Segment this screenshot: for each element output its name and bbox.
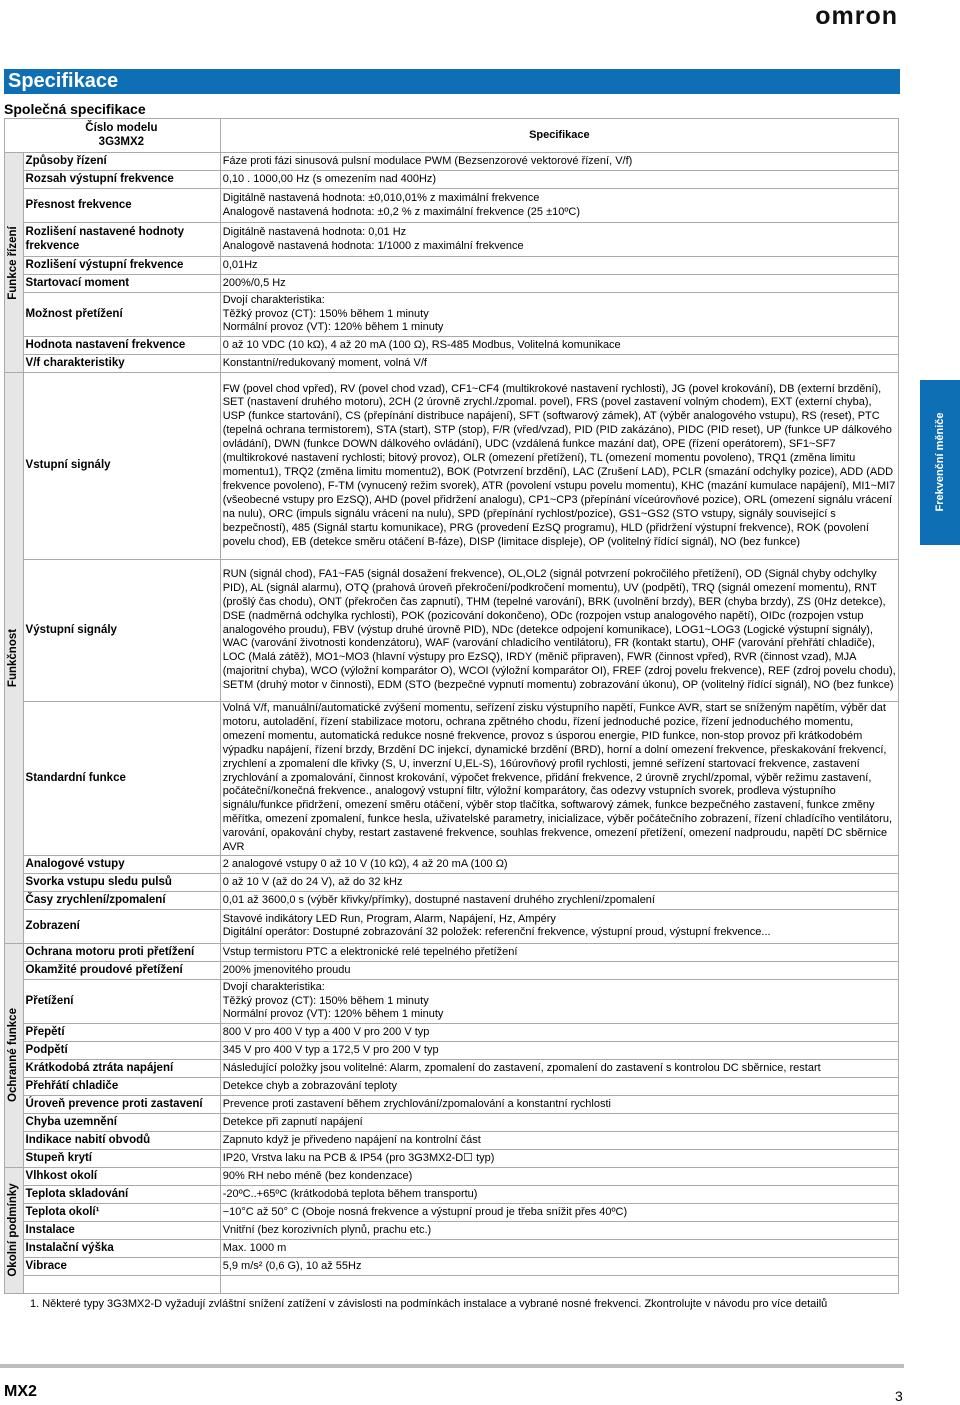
table-row [5, 873, 899, 891]
param-value: 0,01 až 3600,0 s (výběr křivky/přímky), dostupné nastavení druhého zrychlení/zpomalení [220, 891, 898, 909]
param-value: Digitálně nastavená hodnota: 0,01 Hz Analogově nastavená hodnota: 1/1000 z maximální frekvence [220, 223, 898, 257]
param-label: Způsoby řízení [23, 153, 220, 171]
param-label: Chyba uzemnění [23, 1113, 220, 1131]
page-number: 3 [895, 1388, 903, 1404]
table-row [5, 891, 899, 909]
model-number: 3G3MX2 [98, 135, 145, 148]
table-row [5, 1023, 899, 1041]
param-value: Max. 1000 m [220, 1239, 898, 1257]
param-value: 200%/0,5 Hz [220, 275, 898, 293]
param-label: Krátkodobá ztráta napájení [23, 1059, 220, 1077]
param-label: Úroveň prevence proti zastavení [23, 1095, 220, 1113]
table-row [5, 1041, 899, 1059]
param-label: Svorka vstupu sledu pulsů [23, 873, 220, 891]
param-label: Přepětí [23, 1023, 220, 1041]
param-label: Časy zrychlení/zpomalení [23, 891, 220, 909]
table-row [5, 153, 899, 171]
section-subtitle: Společná specifikace [4, 101, 146, 117]
table-row [5, 1077, 899, 1095]
side-tab-label: Frekvenční měniče [934, 412, 946, 512]
param-label: Možnost přetížení [23, 293, 220, 337]
footnote: 1. Některé typy 3G3MX2-D vyžadují zvláštní snížení zatížení v závislosti na podmínkách instalace a vybrané nosné frekvenci. Zkontrolujte v návodu pro více detailů [30, 1298, 828, 1310]
table-row [5, 171, 899, 189]
model-header [23, 119, 220, 153]
param-value: Zapnuto když je přivedeno napájení na kontrolní část [220, 1131, 898, 1149]
group-ochrana: Ochranné funkce [5, 943, 24, 1167]
param-label: Startovací moment [23, 275, 220, 293]
table-row [5, 1185, 899, 1203]
param-value: Digitálně nastavená hodnota: ±0,010,01% z maximální frekvence Analogově nastavená hodnota: ±0,2 % z maximální frekvence (25 ±10ºC) [220, 189, 898, 223]
param-label: Stupeň krytí [23, 1149, 220, 1167]
group-rizeni: Funkce řízení [5, 153, 24, 373]
table-row [5, 943, 899, 961]
table-row [5, 1167, 899, 1185]
param-value: Fáze proti fázi sinusová pulsní modulace PWM (Bezsenzorové vektorové řízení, V/f) [220, 153, 898, 171]
param-value: Prevence proti zastavení během zrychlování/zpomalování a konstantní rychlosti [220, 1095, 898, 1113]
side-tab[interactable] [920, 380, 960, 545]
table-row [5, 961, 899, 979]
table-row [5, 1059, 899, 1077]
param-label: Rozlišení výstupní frekvence [23, 257, 220, 275]
table-header-row [5, 119, 899, 153]
param-value: Dvojí charakteristika: Těžký provoz (CT): 150% během 1 minuty Normální provoz (VT): 120% během 1 minuty [220, 293, 898, 337]
param-value: 200% jmenovitého proudu [220, 961, 898, 979]
param-value: RUN (signál chod), FA1~FA5 (signál dosažení frekvence), OL,OL2 (signál potvrzení pokročilého přetížení), OD (Signál chyby odchylky PID), AL (signál alarmu), OTQ (prahová úroveň překročení/podkročení momentu), UV (podpětí), TRQ (signál omezení momentu), RNT (prošlý čas chodu), ONT (překročen čas zapnutí), THM (tepelné varování), BRK (uvolnění brzdy), BER (chyba brzdy), ZS (0Hz detekce), DSE (nadměrná odchylka rychlosti), POK (pozicování dokončeno), ODc (rozpojen vstup analogového napětí), OIDc (rozpojen vstup analogového proudu), FBV (výstup druhé úrovně PID), NDc (detekce odpojení komunikace), LOG1~LOG3 (Logické výstupní signály), WAC (varování životnosti kondenzátoru), WAF (varování chladicího ventilátoru), FR (kontakt startu), OHF (varování přehřátí chladiče), LOC (Malá zátěž), MO1~MO3 (hlavní výstupy pro EzSQ), IRDY (měnič připraven), FWR (činnost vpřed), RVR (činnost vzad), MJA (majoritní chyba), WCO (výložní komparátor O), WCOI (výložní komparátor OI), FREF (zdroj povelu frekvence), REF (zdroj povelu chodu), SETM (druhý motor v činnosti), EDM (STO (bezpečné vypnutí momentu) zobrazování úkonu), OP (volitelný řídící signál), NO (bez funkce) [220, 560, 898, 702]
param-value: 0 až 10 V (až do 24 V), až do 32 kHz [220, 873, 898, 891]
param-label: V/f charakteristiky [23, 355, 220, 373]
footer-divider [0, 1364, 904, 1368]
table-row [5, 293, 899, 337]
table-row [5, 1203, 899, 1221]
param-value: -20ºC..+65ºC (krátkodobá teplota během transportu) [220, 1185, 898, 1203]
param-label: Ochrana motoru proti přetížení [23, 943, 220, 961]
group-okoli: Okolní podmínky [5, 1167, 24, 1293]
table-row [5, 1275, 899, 1293]
param-label: Rozsah výstupní frekvence [23, 171, 220, 189]
param-label [23, 1275, 220, 1293]
param-label: Přesnost frekvence [23, 189, 220, 223]
param-value: 90% RH nebo méně (bez kondenzace) [220, 1167, 898, 1185]
param-value: −10°C až 50° C (Oboje nosná frekvence a výstupní proud je třeba snížit přes 40ºC) [220, 1203, 898, 1221]
param-value: Vstup termistoru PTC a elektronické relé tepelného přetížení [220, 943, 898, 961]
table-row [5, 855, 899, 873]
param-value: Volná V/f, manuální/automatické zvýšení momentu, seřízení zisku výstupního napětí, Funkce AVR, start se sníženým napětím, výběr dat motoru, autoladění, řízení stabilizace motoru, ochrana zpětného chodu, řízení jednoduché pozice, řízení jednoduchého momentu, omezení momentu, automatická redukce nosné frekvence, provoz s úsporou energie, PID funkce, non-stop provoz při krátkodobém výpadku napájení, řízení brzdy, Brzdění DC injekcí, dynamické brzdění (BRD), horní a dolní omezení frekvence, přeskakování frekvencí, zrychlení a zpomalení dle křivky (S, U, inverzní U,EL-S), 16úrovňový profil rychlosti, jemné seřízení startovací frekvence, zastavení zrychlování a zpomalování, činnost krokování, výpočet frekvence, přidání frekvence, 2 úrovně zrychl/zpomal, výběr režimu zastavení, počáteční/konečná frekvence., analogový vstupní filtr, výložní komparátory, čas odezvy vstupních svorek, prodleva výstupního signálu/funkce přidržení, omezení směru otáčení, výběr stop tlačítka, softwarový zámek, funkce bezpečného zastavení, funkce změny měřítka, omezení zpomalení, funkce hesla, uživatelské parametry, inicializace, výběr počátečního zobrazení, řízení chladícího ventilátoru, varování, opakování chyby, restart zastavené frekvence, souhlas frekvence, omezení přetížení, omezení nadproudu, napětí DC sběrnice AVR [220, 702, 898, 856]
param-value: 2 analogové vstupy 0 až 10 V (10 kΩ), 4 až 20 mA (100 Ω) [220, 855, 898, 873]
param-label: Výstupní signály [23, 560, 220, 702]
param-value: Detekce při zapnutí napájení [220, 1113, 898, 1131]
table-row [5, 337, 899, 355]
param-value: Stavové indikátory LED Run, Program, Alarm, Napájení, Hz, Ampéry Digitální operátor: Dostupné zobrazování 32 položek: referenční frekvence, výstupní proud, výstupní frekvence... [220, 909, 898, 943]
table-row [5, 275, 899, 293]
table-row [5, 909, 899, 943]
param-value: 0,10 . 1000,00 Hz (s omezením nad 400Hz) [220, 171, 898, 189]
table-row [5, 1221, 899, 1239]
spec-table [4, 118, 899, 1294]
group-funkcnost: Funkčnost [5, 373, 24, 944]
table-row [5, 373, 899, 560]
title-bar [4, 69, 900, 94]
param-label: Rozlišení nastavené hodnoty frekvence [23, 223, 220, 257]
spec-header: Specifikace [220, 119, 898, 153]
param-label: Analogové vstupy [23, 855, 220, 873]
param-value: Konstantní/redukovaný moment, volná V/f [220, 355, 898, 373]
param-value: 5,9 m/s² (0,6 G), 10 až 55Hz [220, 1257, 898, 1275]
omron-logo: omron [815, 2, 898, 30]
param-label: Přehřátí chladiče [23, 1077, 220, 1095]
table-row [5, 1257, 899, 1275]
param-label: Podpětí [23, 1041, 220, 1059]
table-row [5, 702, 899, 856]
param-label: Teplota okolí¹ [23, 1203, 220, 1221]
param-label: Standardní funkce [23, 702, 220, 856]
table-row [5, 1095, 899, 1113]
table-row [5, 979, 899, 1023]
param-label: Vlhkost okolí [23, 1167, 220, 1185]
table-row [5, 189, 899, 223]
param-label: Vibrace [23, 1257, 220, 1275]
param-label: Indikace nabití obvodů [23, 1131, 220, 1149]
param-value [220, 1275, 898, 1293]
table-row [5, 1113, 899, 1131]
param-value: FW (povel chod vpřed), RV (povel chod vzad), CF1~CF4 (multikrokové nastavení rychlosti), JG (povel krokování), DB (externí brzdění), SET (nastavení druhého motoru), 2CH (2 úrovně zrychl./zpomal. povel), FRS (povel zastavení volným chodem), EXT (externí chyba), USP (funkce startování), CS (přepínání distribuce napájení), SFT (softwarový zámek), AT (výběr analogového vstupu), RS (reset), PTC (tepelná ochrana termistorem), STA (start), STP (stop), F/R (vřed/vzad), PID (PID zakázáno), PIDC (PID reset), UP (funkce UP dálkového ovládání), DWN (funkce DOWN dálkového ovládání), UDC (vzdálená funkce mazání dat), OPE (řízení operátorem), SF1~SF7 (multikrokové nastavení rychlosti; bitový provoz), OLR (omezení přetížení), TL (omezení momentu povoleno), TRQ1 (změna limitu momentu1), TRQ2 (změna limitu momentu2), BOK (Potvrzení brzdění), LAC (Zrušení LAD), PCLR (smazání odchylky pozice), ADD (ADD frekvence povoleno), F-TM (vynucený režim svorek), ATR (povolení vstupu povelu momentu), KHC (mazání kumulace napájení), MI1~MI7 (všeobecné vstupy pro EzSQ), AHD (povel přidržení analogu), CP1~CP3 (přepínání víceúrovňové pozice), ORL (omezení signálu vrácení na nulu), ORC (impuls signálu vrácení na nulu), SPD (přepínání rychlost/pozice), GS1~GS2 (STO vstupy, signály související s bezpečností), 485 (Signál startu komunikace), PRG (provedení EzSQ programu), HLD (přidržení výstupní frekvence), ROK (povolení povelu chod), EB (detekce směru otáčení B-fáze), DISP (limitace displeje), OP (volitelný řídící signál), NO (bez funkce) [220, 373, 898, 560]
param-value: Následující položky jsou volitelné: Alarm, zpomalení do zastavení, zpomalení do zastavení s kontrolou DC sběrnice, restart [220, 1059, 898, 1077]
param-value: 800 V pro 400 V typ a 400 V pro 200 V typ [220, 1023, 898, 1041]
table-row [5, 223, 899, 257]
param-label: Teplota skladování [23, 1185, 220, 1203]
table-row [5, 1149, 899, 1167]
param-value: Dvojí charakteristika: Těžký provoz (CT): 150% během 1 minuty Normální provoz (VT): 120% během 1 minuty [220, 979, 898, 1023]
page-title: Specifikace [8, 70, 119, 92]
param-value: IP20, Vrstva laku na PCB & IP54 (pro 3G3MX2-D☐ typ) [220, 1149, 898, 1167]
param-value: Detekce chyb a zobrazování teploty [220, 1077, 898, 1095]
param-label: Instalační výška [23, 1239, 220, 1257]
param-value: 0 až 10 VDC (10 kΩ), 4 až 20 mA (100 Ω), RS-485 Modbus, Volitelná komunikace [220, 337, 898, 355]
param-value: Vnitřní (bez korozivních plynů, prachu etc.) [220, 1221, 898, 1239]
param-value: 345 V pro 400 V typ a 172,5 V pro 200 V typ [220, 1041, 898, 1059]
table-row [5, 560, 899, 702]
param-label: Hodnota nastavení frekvence [23, 337, 220, 355]
table-row [5, 1131, 899, 1149]
param-label: Okamžité proudové přetížení [23, 961, 220, 979]
param-label: Vstupní signály [23, 373, 220, 560]
table-row [5, 355, 899, 373]
table-row [5, 1239, 899, 1257]
footer-product-label: MX2 [4, 1383, 37, 1400]
param-label: Přetížení [23, 979, 220, 1023]
param-label: Instalace [23, 1221, 220, 1239]
model-label: Číslo modelu [85, 121, 158, 134]
param-value: 0,01Hz [220, 257, 898, 275]
param-label: Zobrazení [23, 909, 220, 943]
table-row [5, 257, 899, 275]
